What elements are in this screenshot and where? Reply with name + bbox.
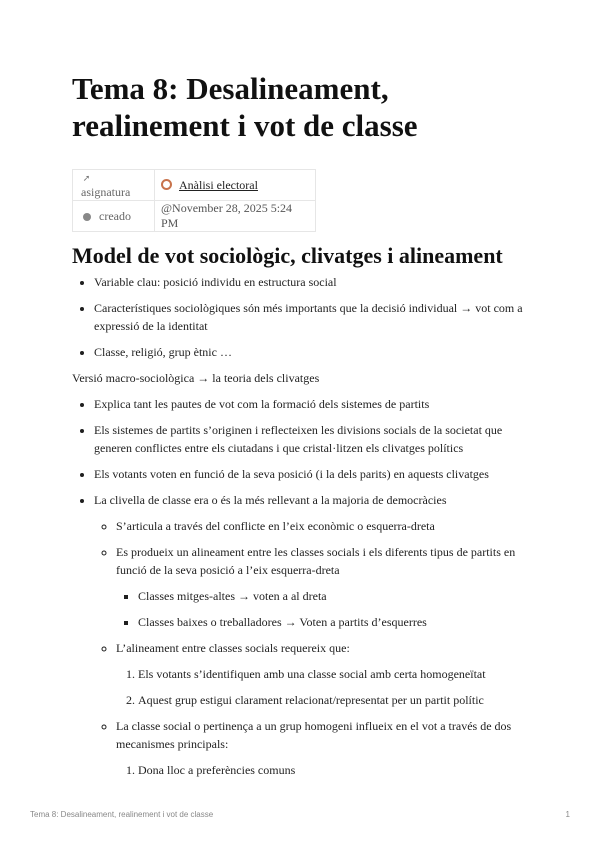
list-item: • Variable clau: posició individu en estructura social xyxy=(94,273,532,291)
arrow-up-right-icon: ➚ xyxy=(82,174,91,184)
list-item: • Característiques sociològiques són més importants que la decisió individual → vot com a expressió de la identitat xyxy=(94,299,532,335)
subject-link[interactable]: Anàlisi electoral xyxy=(179,177,258,192)
list-item: • Explica tant les pautes de vot com la formació dels sistemes de partits xyxy=(94,395,532,413)
numbered-item: 1. Els votants s’identifiquen amb una classe social amb certa homogeneïtat xyxy=(138,665,532,683)
section-heading: Model de vot sociològic, clivatges i alineament xyxy=(72,243,503,268)
clock-icon xyxy=(81,213,92,223)
sub-list-item: ◦ S’articula a través del conflicte en l’eix econòmic o esquerra-dreta xyxy=(116,517,532,535)
paragraph: Versió macro-sociològica → la teoria dels clivatges xyxy=(72,371,320,385)
footer-title: Tema 8: Desalineament, realinement i vot de classe xyxy=(30,810,214,819)
list-item: • Els votants voten en funció de la seva posició (i la dels parits) en aquests clivatges xyxy=(94,465,532,483)
numbered-list xyxy=(116,665,532,709)
properties-table xyxy=(72,169,316,232)
bullet-list xyxy=(72,273,532,361)
property-key: creado xyxy=(73,201,155,232)
numbered-item: 1. Dona lloc a preferències comuns xyxy=(138,761,532,779)
page-footer xyxy=(30,810,570,819)
sub-sub-list-item: ▪ Classes baixes o treballadores → Voten a partits d’esquerres xyxy=(138,613,532,631)
list-item: • Els sistemes de partits s’originen i reflecteixen les divisions socials de la societat que generen conflictes entre els ciutadans i que cristal·litzen els clivatges polítics xyxy=(94,421,532,457)
sub-list xyxy=(94,517,532,779)
property-value xyxy=(155,170,316,201)
property-value: @November 28, 2025 5:24 PM xyxy=(155,201,316,232)
page-title: Tema 8: Desalineament, realinement i vot de classe xyxy=(72,71,418,143)
sub-sub-list xyxy=(116,587,532,631)
sub-list-item: ◦ La classe social o pertinença a un grup homogeni influeix en el vot a través de dos mecanismes principals: 1. Dona lloc a preferències comuns xyxy=(116,717,532,779)
numbered-list xyxy=(116,761,532,779)
sub-sub-list-item: ▪ Classes mitges-altes → voten a al dreta xyxy=(138,587,532,605)
property-key: ➚asignatura xyxy=(73,170,155,201)
numbered-item: 2. Aquest grup estigui clarament relacionat/representat per un partit polític xyxy=(138,691,532,709)
property-row xyxy=(73,170,316,201)
list-item: • Classe, religió, grup ètnic … xyxy=(94,343,532,361)
sub-list-item: ◦ Es produeix un alineament entre les classes socials i els diferents tipus de partits en funció de la seva posició a l’eix esquerra-dreta ▪ Classes mitges-altes → voten a al dreta ▪ Classes baixes o treballadores → Voten a partits d’esquerres xyxy=(116,543,532,631)
content xyxy=(72,273,532,787)
property-row xyxy=(73,201,316,232)
relation-icon xyxy=(161,179,172,190)
sub-list-item: ◦ L’alineament entre classes socials requereix que: 1. Els votants s’identifiquen amb una classe social amb certa homogeneïtat 2. Aquest grup estigui clarament relacionat/representat per un partit polític xyxy=(116,639,532,709)
list-item: • La clivella de classe era o és la més rellevant a la majoria de democràcies ◦ S’articula a través del conflicte en l’eix econòmic o esquerra-dreta ◦ Es produeix un alineament entre les classes socials i els diferents tipus de partits en funció de la seva posició a l’eix esquerra-dreta ▪ Classes mitges-altes → voten a al dreta ▪ Classes baixes o treballadores → Voten a partits d’esquerres ◦ L’alineament entre classes socials requereix que: 1. Els votants s’identifiquen amb una classe social amb certa homogeneïtat 2. Aquest grup estigui clarament relacionat/representat per un partit polític ◦ La classe social o pertinença a un grup homogeni influeix en el vot a través de dos mecanismes principals: 1. Dona lloc a preferències comuns xyxy=(94,491,532,779)
bullet-list xyxy=(72,395,532,779)
page-number: 1 xyxy=(565,810,570,819)
